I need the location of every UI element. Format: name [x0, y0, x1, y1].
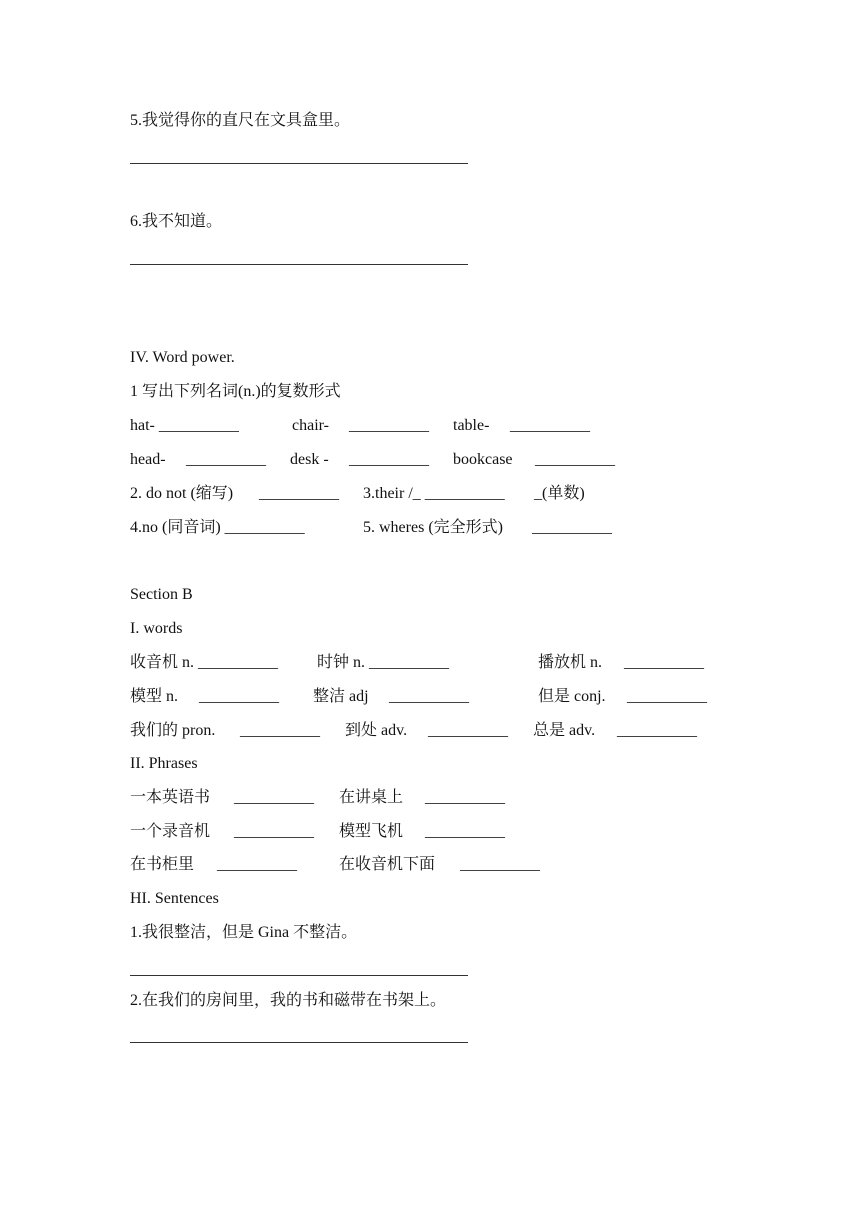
phrase-tape-player-blank[interactable]: __________	[234, 823, 314, 840]
plural-bookcase-blank[interactable]: __________	[535, 451, 615, 468]
section-b-heading: Section B	[130, 586, 193, 603]
plural-table-label: table-	[453, 417, 490, 434]
words-heading: I. words	[130, 620, 183, 637]
answer-line-6[interactable]	[130, 264, 468, 265]
word-but-label: 但是 conj.	[538, 688, 606, 705]
full-form-blank[interactable]: __________	[532, 519, 612, 536]
contraction-label: 2. do not (缩写)	[130, 485, 234, 502]
sentence-6: 6.我不知道。	[130, 213, 223, 230]
word-model-blank[interactable]: __________	[199, 688, 279, 705]
word-clock: 时钟 n. __________	[317, 654, 450, 671]
plural-bookcase-label: bookcase	[453, 451, 513, 468]
plural-desk-blank[interactable]: __________	[349, 451, 429, 468]
phrase-bookcase: 在书柜里	[130, 856, 195, 873]
phrase-english-book-blank[interactable]: __________	[234, 789, 314, 806]
answer-line-5[interactable]	[130, 163, 468, 164]
their-singular-note: _(单数)	[534, 485, 585, 502]
phrase-bookcase-blank[interactable]: __________	[217, 856, 297, 873]
word-everywhere-blank[interactable]: __________	[428, 722, 508, 739]
full-form-label: 5. wheres (完全形式)	[363, 519, 503, 536]
homophone-item: 4.no (同音词) __________	[130, 519, 305, 536]
phrase-model-plane: 模型飞机	[339, 823, 404, 840]
contraction-blank[interactable]: __________	[259, 485, 339, 502]
word-tidy-blank[interactable]: __________	[389, 688, 469, 705]
sentence-5: 5.我觉得你的直尺在文具盒里。	[130, 112, 351, 129]
word-model-label: 模型 n.	[130, 688, 179, 705]
answer-line-b1[interactable]	[130, 975, 468, 976]
phrase-under-radio-blank[interactable]: __________	[460, 856, 540, 873]
phrase-teacher-desk: 在讲桌上	[339, 789, 404, 806]
word-everywhere-label: 到处 adv.	[345, 722, 408, 739]
word-always-blank[interactable]: __________	[617, 722, 697, 739]
plural-head-blank[interactable]: __________	[186, 451, 266, 468]
plural-table-blank[interactable]: __________	[510, 417, 590, 434]
sentence-b1: 1.我很整洁，但是 Gina 不整洁。	[130, 924, 358, 941]
phrase-tape-player: 一个录音机	[130, 823, 211, 840]
phrase-teacher-desk-blank[interactable]: __________	[425, 789, 505, 806]
answer-line-b2[interactable]	[130, 1042, 468, 1043]
plural-desk-label: desk -	[290, 451, 329, 468]
their-singular-item: 3.their /_ __________	[363, 485, 505, 502]
word-tidy-label: 整洁 adj	[313, 688, 369, 705]
word-player-blank[interactable]: __________	[624, 654, 704, 671]
word-power-heading: IV. Word power.	[130, 349, 235, 366]
word-radio: 收音机 n. __________	[130, 654, 279, 671]
sentence-b2: 2.在我们的房间里，我的书和磁带在书架上。	[130, 992, 447, 1009]
word-but-blank[interactable]: __________	[627, 688, 707, 705]
plural-head-label: head-	[130, 451, 166, 468]
word-our-label: 我们的 pron.	[130, 722, 216, 739]
phrase-model-plane-blank[interactable]: __________	[425, 823, 505, 840]
phrase-under-radio: 在收音机下面	[339, 856, 436, 873]
word-our-blank[interactable]: __________	[240, 722, 320, 739]
plural-chair-blank[interactable]: __________	[349, 417, 429, 434]
plural-hat: hat- __________	[130, 417, 239, 434]
phrases-heading: II. Phrases	[130, 755, 198, 772]
word-always-label: 总是 adv.	[533, 722, 596, 739]
sentences-heading: HI. Sentences	[130, 890, 219, 907]
word-player-label: 播放机 n.	[538, 654, 603, 671]
plural-chair-label: chair-	[292, 417, 329, 434]
phrase-english-book: 一本英语书	[130, 789, 211, 806]
word-power-instruction: 1 写出下列名词(n.)的复数形式	[130, 383, 341, 400]
